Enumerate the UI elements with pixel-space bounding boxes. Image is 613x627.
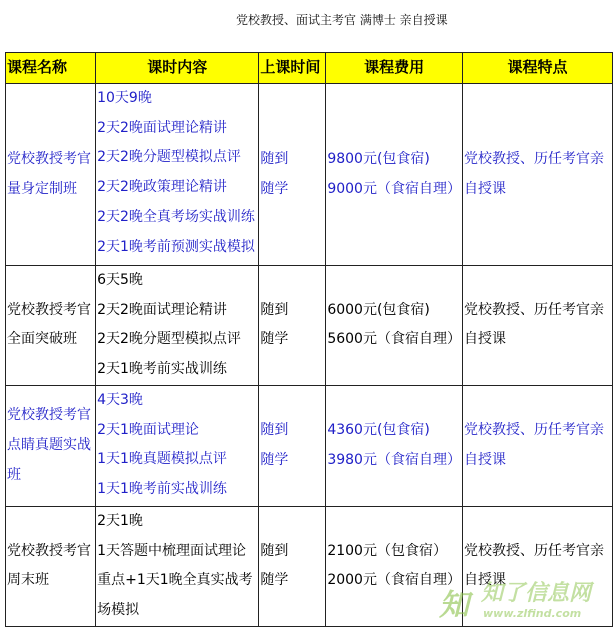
header-feature: 课程特点 — [462, 53, 612, 84]
time-line: 随学 — [260, 331, 289, 348]
feature-line: 党校教授、历任考官亲 — [463, 542, 604, 559]
content-line: 1天1晚真题模拟点评 — [97, 451, 227, 468]
content-line: 场模拟 — [97, 601, 140, 618]
time-line: 随学 — [260, 572, 289, 589]
table-row — [6, 84, 613, 266]
course-name-line: 周末班 — [7, 572, 49, 589]
fee-cell — [326, 266, 463, 386]
header-course-name: 课程名称 — [6, 53, 96, 84]
content-line: 10天9晚 — [97, 90, 152, 106]
content-line: 2天1晚考前实战训练 — [97, 361, 227, 378]
course-name-line: 党校教授考官 — [7, 407, 91, 424]
content-line: 重点+1天1晚全真实战考 — [97, 572, 253, 589]
table-header-row — [6, 53, 613, 84]
content-line: 1天答题中梳理面试理论 — [97, 542, 247, 559]
header-fee: 课程费用 — [326, 53, 463, 84]
course-name-line: 党校教授考官 — [7, 301, 91, 318]
fee-line: 9000元（食宿自理） — [327, 180, 461, 197]
course-name-line: 点睛真题实战 — [7, 436, 91, 453]
fee-cell — [326, 385, 463, 506]
watermark-url: www.zlfind.com — [483, 607, 582, 620]
fee-line: 2100元（包食宿） — [327, 542, 447, 559]
time-cell — [259, 385, 326, 506]
content-cell — [96, 266, 259, 386]
course-name-cell — [6, 84, 96, 266]
feature-line: 自授课 — [463, 331, 506, 348]
course-name-line: 党校教授考官 — [7, 542, 91, 559]
fee-line: 9800元(包食宿) — [327, 150, 430, 167]
course-table — [5, 52, 613, 627]
content-line: 2天2晚全真考场实战训练 — [97, 208, 255, 225]
content-line: 1天1晚考前实战训练 — [97, 480, 227, 497]
content-line: 6天5晚 — [97, 272, 143, 288]
course-name-line: 全面突破班 — [7, 331, 77, 348]
course-name-cell — [6, 385, 96, 506]
content-line: 2天2晚政策理论精讲 — [97, 179, 227, 196]
time-line: 随到 — [260, 301, 289, 318]
content-cell — [96, 506, 259, 626]
course-name-cell — [6, 506, 96, 626]
time-line: 随到 — [260, 150, 289, 167]
feature-cell — [462, 84, 612, 266]
watermark-name: 知了信息网 — [481, 581, 592, 606]
feature-cell — [462, 385, 612, 506]
fee-line: 6000元(包食宿) — [327, 301, 430, 318]
table-row — [6, 385, 613, 506]
page-title: 党校教授、面试主考官 满博士 亲自授课 — [236, 13, 448, 27]
time-cell — [259, 84, 326, 266]
feature-line: 党校教授、历任考官亲 — [463, 422, 604, 439]
feature-cell — [462, 266, 612, 386]
course-name-line: 党校教授考官 — [7, 150, 91, 167]
course-name-cell — [6, 266, 96, 386]
fee-line: 4360元(包食宿) — [327, 422, 430, 439]
time-cell — [259, 506, 326, 626]
watermark-logo: 知 — [439, 588, 469, 623]
feature-line: 自授课 — [463, 572, 506, 589]
time-line: 随到 — [260, 542, 289, 559]
time-line: 随到 — [260, 422, 289, 439]
fee-line: 3980元（食宿自理） — [327, 451, 461, 468]
content-line: 2天1晚考前预测实战模拟 — [97, 238, 255, 255]
fee-line: 5600元（食宿自理） — [327, 331, 461, 348]
time-line: 随学 — [260, 451, 289, 468]
watermark — [439, 576, 609, 624]
feature-line: 党校教授、历任考官亲 — [463, 301, 604, 318]
time-line: 随学 — [260, 180, 289, 197]
content-line: 2天2晚分题型模拟点评 — [97, 331, 241, 348]
content-line: 2天1晚 — [97, 512, 143, 529]
feature-line: 自授课 — [463, 180, 506, 197]
header-time: 上课时间 — [259, 53, 326, 84]
feature-line: 自授课 — [463, 451, 506, 468]
time-cell — [259, 266, 326, 386]
fee-cell — [326, 84, 463, 266]
content-line: 2天2晚面试理论精讲 — [97, 301, 227, 318]
content-line: 2天2晚分题型模拟点评 — [97, 149, 241, 166]
table-row — [6, 266, 613, 386]
content-cell — [96, 385, 259, 506]
content-line: 2天1晚面试理论 — [97, 421, 199, 438]
content-line: 4天3晚 — [97, 391, 143, 408]
fee-line: 2000元（食宿自理） — [327, 572, 461, 589]
course-name-line: 量身定制班 — [7, 180, 77, 197]
course-name-line: 班 — [7, 466, 21, 483]
header-content: 课时内容 — [96, 53, 259, 84]
content-cell — [96, 84, 259, 266]
feature-line: 党校教授、历任考官亲 — [463, 150, 604, 167]
content-line: 2天2晚面试理论精讲 — [97, 119, 227, 136]
